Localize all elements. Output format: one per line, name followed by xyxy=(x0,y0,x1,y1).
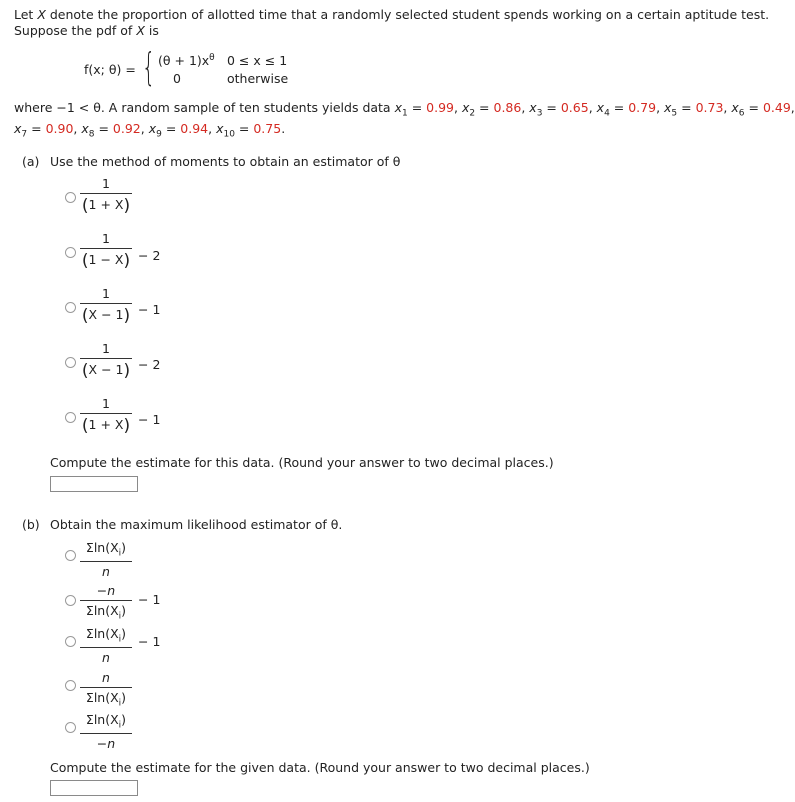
part-a-option-4-suffix: − 2 xyxy=(138,357,161,372)
pdf-case2-expr: 0 xyxy=(173,71,181,86)
part-a-option-4-radio[interactable] xyxy=(65,357,76,368)
part-a-label: (a) xyxy=(22,154,40,169)
part-a-compute-text: Compute the estimate for this data. (Round your answer to two decimal places.) xyxy=(50,455,554,470)
part-b-option-4-fraction: n $\Sigma\ln(X_i)$ xyxy=(80,670,132,709)
sample-line-1: where −1 < θ. A random sample of ten students yields data $x_1 = 0.99$, $x_2 = 0.86$, $x_3 = 0.65$, $x_4 = 0.79$, $x_5 = 0.73$, $x_6 = 0.49$, xyxy=(14,100,795,119)
part-b-answer-input[interactable] xyxy=(50,780,138,796)
part-b-option-5-fraction: $\Sigma\ln(X_i)$ −n xyxy=(80,712,132,751)
part-b-option-1-radio[interactable] xyxy=(65,550,76,561)
part-b-option-2-suffix: − 1 xyxy=(138,592,161,607)
part-b-label: (b) xyxy=(22,517,40,532)
part-b-option-3-radio[interactable] xyxy=(65,636,76,647)
part-b-option-3-fraction: $\Sigma\ln(X_i)$ n xyxy=(80,626,132,665)
part-b-compute-text: Compute the estimate for the given data. (Round your answer to two decimal places.) xyxy=(50,760,590,775)
part-b-option-2-radio[interactable] xyxy=(65,595,76,606)
pdf-case1-cond: 0 ≤ x ≤ 1 xyxy=(227,53,288,68)
part-a-option-1-radio[interactable] xyxy=(65,192,76,203)
part-a-option-3-radio[interactable] xyxy=(65,302,76,313)
part-a-answer-input[interactable] xyxy=(50,476,138,492)
part-a-option-1-fraction: 1 (1 + X) xyxy=(81,176,131,216)
pdf-brace: { xyxy=(142,45,156,89)
part-a-option-5-radio[interactable] xyxy=(65,412,76,423)
sample-line-2: $x_7 = 0.90$, $x_8 = 0.92$, $x_9 = 0.94$, $x_{10} = 0.75$. xyxy=(14,121,286,140)
part-a-option-3-suffix: − 1 xyxy=(138,302,161,317)
part-a-option-2-suffix: − 2 xyxy=(138,248,161,263)
pdf-lhs: f(x; θ) = xyxy=(84,62,136,77)
part-a-option-5-suffix: − 1 xyxy=(138,412,161,427)
part-b-question: Obtain the maximum likelihood estimator of θ. xyxy=(50,517,343,532)
part-a-option-5-fraction: 1 (1 + X) xyxy=(81,396,131,436)
pdf-case2-cond: otherwise xyxy=(227,71,289,86)
part-a-option-2-fraction: 1 (1 − X) xyxy=(81,231,131,271)
part-a-option-3-fraction: 1 (X − 1) xyxy=(81,286,131,326)
part-a-option-2-radio[interactable] xyxy=(65,247,76,258)
part-a-option-4-fraction: 1 (X − 1) xyxy=(81,341,131,381)
part-b-option-3-suffix: − 1 xyxy=(138,634,161,649)
part-b-option-5-radio[interactable] xyxy=(65,722,76,733)
part-b-option-4-radio[interactable] xyxy=(65,680,76,691)
part-a-question: Use the method of moments to obtain an estimator of θ xyxy=(50,154,401,169)
pdf-case1-expr: $(\theta + 1)x^\theta$ xyxy=(158,53,215,69)
problem-intro: Let X denote the proportion of allotted time that a randomly selected student spends working on a certain aptitude test. Suppose the pdf of X is xyxy=(14,7,770,38)
part-b-option-1-fraction: $\Sigma\ln(X_i)$ n xyxy=(80,540,132,579)
part-b-option-2-fraction: −n $\Sigma\ln(X_i)$ xyxy=(80,583,132,622)
